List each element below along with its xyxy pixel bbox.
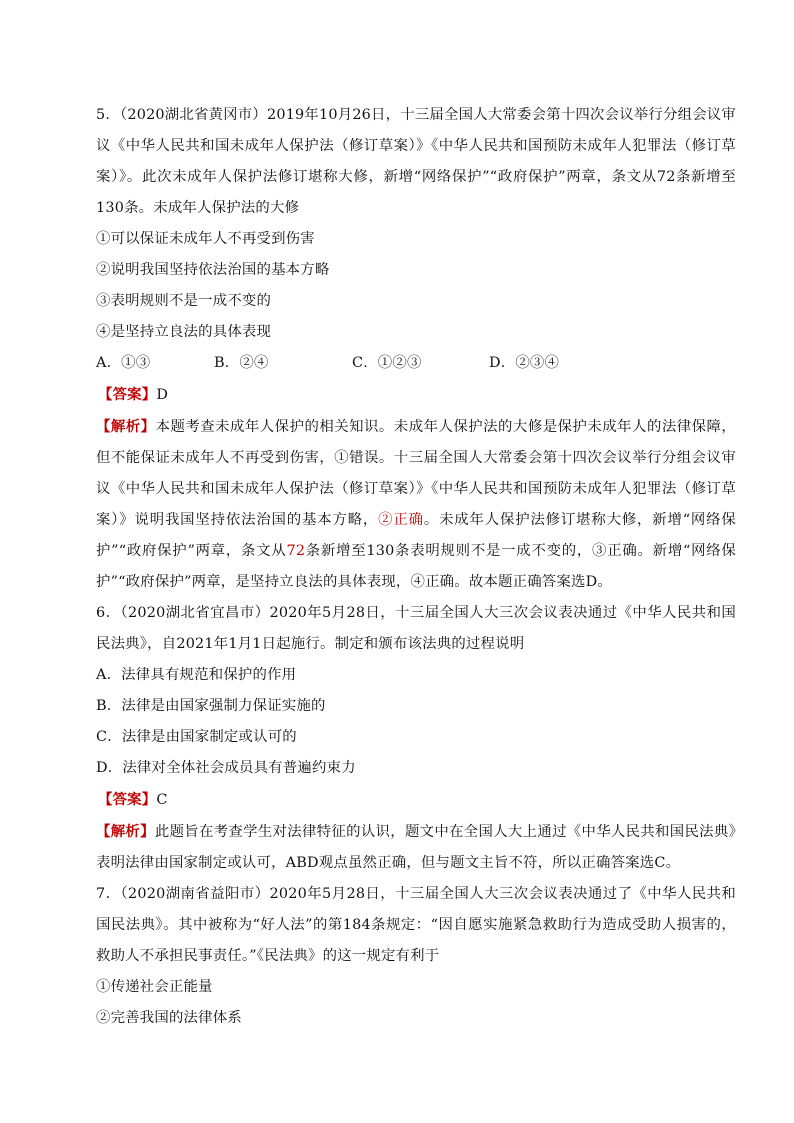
- question-5-answer: [96, 379, 736, 411]
- analysis-text: 此题旨在考查学生对法律特征的认识，题文中在全国人大上通过《中华人民共和国民法典》表明法律由国家制定或认可，ABD观点虽然正确，但与题文主旨不符，所以正确答案选C。: [96, 824, 736, 871]
- analysis-text-part2: 。未成年人保护法修订堪称大修，新增“网络保护”“政府保护”两章，条文从: [96, 512, 736, 559]
- question-6-stem: 6．（2020湖北省宜昌市）2020年5月28日，十三届全国人大三次会议表决通过《中华人民共和国民法典》，自2021年1月1日起施行。制定和颁布该法典的过程说明: [96, 605, 736, 652]
- analysis-text-part3: 条新增至130条表明规则不是一成不变的，③正确。新增“网络保护”“政府保护”两章，是坚持立良法的具体表现，④正确。故本题正确答案选D。: [96, 543, 737, 590]
- question-5-stem: 5．（2020湖北省黄冈市）2019年10月26日，十三届全国人大常委会第十四次会议举行分组会议审议《中华人民共和国未成年人保护法（修订草案）》《中华人民共和国预防未成年人犯罪法（修订草案）》。此次未成年人保护法修订堪称大修，新增“网络保护”“政府保护”两章，条文从72条新增至130条。未成年人保护法的大修: [96, 107, 736, 216]
- question-5-item-1: ①可以保证未成年人不再受到伤害: [96, 231, 315, 247]
- question-5-choices: [96, 348, 736, 379]
- question-5-choice-d: D．②③④: [489, 355, 560, 371]
- analysis-tag: 【解析】: [96, 418, 156, 435]
- question-5-choice-a: A．①③: [96, 355, 151, 371]
- answer-value: C: [156, 792, 168, 808]
- analysis-highlight-2: 72: [286, 543, 306, 559]
- question-7-item-2: ②完善我国的法律体系: [96, 1010, 242, 1026]
- question-6-answer: [96, 784, 736, 816]
- question-6-option-a: A．法律具有规范和保护的作用: [96, 667, 297, 683]
- question-6-analysis: [96, 816, 736, 879]
- question-5-item-2: ②说明我国坚持依法治国的基本方略: [96, 262, 330, 278]
- question-6-option-d: D．法律对全体社会成员具有普遍约束力: [96, 760, 356, 776]
- question-5-item-3: ③表明规则不是一成不变的: [96, 293, 272, 309]
- question-7-item-1: ①传递社会正能量: [96, 979, 213, 995]
- question-5-analysis: [96, 411, 736, 598]
- analysis-highlight-1: ②正确: [378, 512, 424, 528]
- question-6-option-b: B．法律是由国家强制力保证实施的: [96, 698, 326, 714]
- question-5-choice-b: B．②④: [214, 355, 269, 371]
- document-content: [96, 100, 736, 1034]
- question-7-stem: 7．（2020湖南省益阳市）2020年5月28日，十三届全国人大三次会议表决通过了《中华人民共和国民法典》。其中被称为“好人法”的第184条规定：“因自愿实施紧急救助行为造成受助人损害的，救助人不承担民事责任。”《民法典》的这一规定有利于: [96, 886, 736, 964]
- question-5-item-4: ④是坚持立良法的具体表现: [96, 324, 272, 340]
- question-6-option-c: C．法律是由国家制定或认可的: [96, 729, 297, 745]
- question-5-choice-c: C．①②③: [352, 355, 422, 371]
- answer-value: D: [156, 387, 169, 403]
- analysis-text-part1: 本题考查未成年人保护的相关知识。未成年人保护法的大修是保护未成年人的法律保障，但不能保证未成年人不再受到伤害，①错误。十三届全国人大常委会第十四次会议举行分组会议审议《中华人民共和国未成年人保护法（修订草案）》《中华人民共和国预防未成年人犯罪法（修订草案）》说明我国坚持依法治国的基本方略，: [96, 419, 736, 528]
- analysis-tag: 【解析】: [96, 823, 155, 840]
- answer-tag: 【答案】: [98, 386, 157, 403]
- answer-tag: 【答案】: [98, 791, 157, 808]
